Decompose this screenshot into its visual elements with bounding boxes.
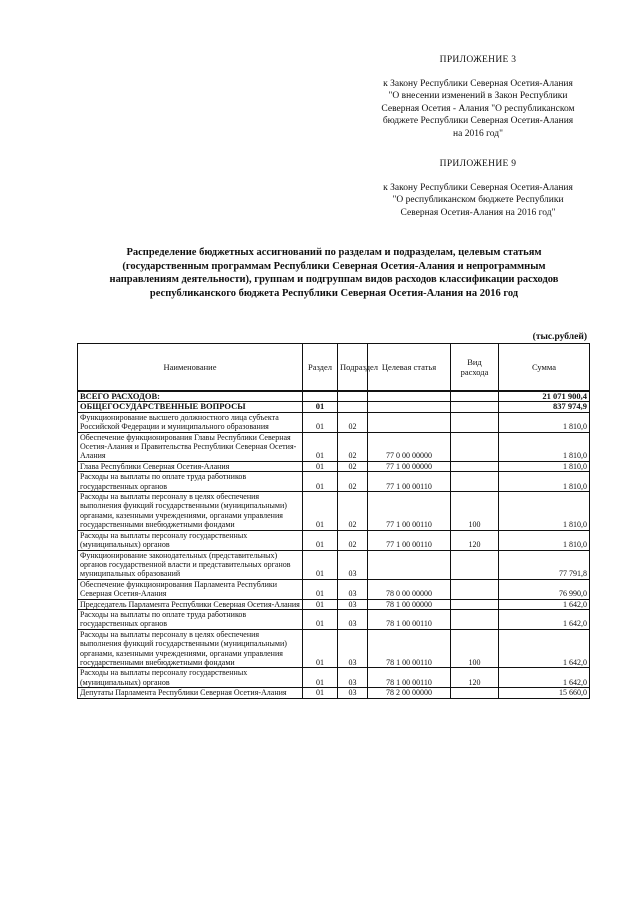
row-section-cell: 01 [303,550,338,579]
row-name-cell: Функционирование законодательных (представительных) органов государственной власти и представительных органов муниципальных образований [78,550,303,579]
row-name-cell: Расходы на выплаты персоналу в целях обеспечения выполнения функций государственными (муниципальными) органами, казенными учреждениями, органами управления государственными внебюджетными фондами [78,492,303,531]
row-target-cell [368,550,451,579]
row-target-cell: 78 1 00 00110 [368,629,451,668]
row-name-cell: Обеспечение функционирования Главы Республики Северная Осетия-Алания и Правительства Республики Северная Осетия-Алания [78,432,303,461]
row-target-cell: 77 1 00 00110 [368,472,451,492]
row-type-cell [451,688,499,698]
document-title [92,246,576,300]
row-target-cell: 78 1 00 00110 [368,609,451,629]
row-type-cell [451,609,499,629]
row-target-cell: 78 1 00 00110 [368,668,451,688]
row-target-cell [368,402,451,412]
row-name-cell: Председатель Парламента Республики Северная Осетия-Алания [78,599,303,609]
table-row [78,579,590,599]
row-subsection-cell: 03 [338,609,368,629]
row-sum-cell: 1 642,0 [499,599,590,609]
row-name-cell: Расходы на выплаты персоналу государственных (муниципальных) органов [78,668,303,688]
row-section-cell: 01 [303,579,338,599]
row-type-cell [451,599,499,609]
row-sum-cell: 77 791,8 [499,550,590,579]
appendix-3-line: Северная Осетия - Алания "О республиканском [381,103,575,114]
table-row [78,629,590,668]
row-type-cell [451,402,499,412]
row-type-cell: 120 [451,530,499,550]
row-target-cell [368,391,451,402]
row-subsection-cell: 03 [338,629,368,668]
row-section-cell: 01 [303,688,338,698]
row-name-cell: Расходы на выплаты персоналу государственных (муниципальных) органов [78,530,303,550]
table-row [78,599,590,609]
table-row [78,432,590,461]
row-type-cell: 120 [451,668,499,688]
row-subsection-cell: 03 [338,579,368,599]
row-name-cell: Обеспечение функционирования Парламента Республики Северная Осетия-Алания [78,579,303,599]
appendix-9-line: Северная Осетия-Алания на 2016 год" [400,207,556,218]
row-subsection-cell: 03 [338,550,368,579]
row-target-cell: 77 0 00 00000 [368,432,451,461]
header-sum: Сумма [499,344,590,392]
header-name: Наименование [78,344,303,392]
row-target-cell: 78 0 00 00000 [368,579,451,599]
row-type-cell [451,461,499,471]
row-section-cell: 01 [303,629,338,668]
table-row [78,472,590,492]
table-row [78,668,590,688]
appendix-9-line: "О республиканском бюджете Республики [392,195,564,205]
row-name-cell: Расходы на выплаты персоналу в целях обеспечения выполнения функций государственными (муниципальными) органами, казенными учреждениями, органами управления государственными внебюджетными фондами [78,629,303,668]
row-target-cell [368,412,451,432]
appendix-3-line: на 2016 год" [453,128,503,139]
row-type-cell [451,432,499,461]
appendix-3-line: "О внесении изменений в Закон Республики [388,91,568,101]
appendix-3-title: ПРИЛОЖЕНИЕ 3 [439,55,517,65]
row-type-cell: 100 [451,492,499,531]
row-sum-cell: 1 810,0 [499,492,590,531]
row-section-cell: 01 [303,402,338,412]
table-row [78,609,590,629]
header-type: Вид расхода [451,344,499,392]
row-sum-cell: 1 642,0 [499,668,590,688]
row-subsection-cell: 02 [338,432,368,461]
table-row [78,461,590,471]
row-target-cell: 77 1 00 00110 [368,530,451,550]
row-type-cell [451,412,499,432]
row-sum-cell: 1 810,0 [499,461,590,471]
row-subsection-cell: 02 [338,412,368,432]
row-sum-cell: 15 660,0 [499,688,590,698]
row-section-cell: 01 [303,668,338,688]
row-subsection-cell: 03 [338,688,368,698]
row-subsection-cell: 02 [338,530,368,550]
table-header-row [78,344,590,392]
row-subsection-cell: 02 [338,461,368,471]
row-section-cell: 01 [303,599,338,609]
row-target-cell: 77 1 00 00000 [368,461,451,471]
row-sum-cell: 1 810,0 [499,530,590,550]
row-target-cell: 78 2 00 00000 [368,688,451,698]
row-name-cell: ВСЕГО РАСХОДОВ: [78,391,303,402]
row-subsection-cell: 03 [338,599,368,609]
row-sum-cell: 1 642,0 [499,629,590,668]
row-section-cell: 01 [303,461,338,471]
table-row [78,688,590,698]
appendix-3-line: к Закону Республики Северная Осетия-Алания [383,78,573,89]
appendix-9-line: к Закону Республики Северная Осетия-Алания [383,182,573,193]
row-type-cell: 100 [451,629,499,668]
row-subsection-cell: 02 [338,472,368,492]
row-type-cell [451,550,499,579]
row-subsection-cell: 02 [338,492,368,531]
row-type-cell [451,391,499,402]
header-target: Целевая статья [368,344,451,392]
row-target-cell: 78 1 00 00000 [368,599,451,609]
appendix-9-header [368,158,588,219]
document-title-line: Распределение бюджетных ассигнований по разделам и подразделам, целевым статьям [126,247,542,258]
header-subsection: Подраздел [338,344,368,392]
row-sum-cell: 21 071 900,4 [499,391,590,402]
row-section-cell: 01 [303,412,338,432]
row-name-cell: Функционирование высшего должностного лица субъекта Российской Федерации и муниципального образования [78,412,303,432]
table-body [78,391,590,698]
row-sum-cell: 1 810,0 [499,472,590,492]
row-name-cell: Расходы на выплаты по оплате труда работников государственных органов [78,472,303,492]
row-sum-cell: 76 990,0 [499,579,590,599]
row-type-cell [451,472,499,492]
row-section-cell: 01 [303,609,338,629]
row-name-cell: Депутаты Парламента Республики Северная Осетия-Алания [78,688,303,698]
row-section-cell: 01 [303,492,338,531]
appendix-9-title: ПРИЛОЖЕНИЕ 9 [439,159,517,169]
table-row [78,402,590,412]
budget-table [77,343,590,699]
row-type-cell [451,579,499,599]
row-sum-cell: 837 974,9 [499,402,590,412]
table-row [78,530,590,550]
row-section-cell: 01 [303,472,338,492]
table-row [78,550,590,579]
row-name-cell: ОБЩЕГОСУДАРСТВЕННЫЕ ВОПРОСЫ [78,402,303,412]
row-sum-cell: 1 810,0 [499,412,590,432]
table-row [78,412,590,432]
table-row [78,391,590,402]
row-subsection-cell [338,391,368,402]
row-subsection-cell [338,402,368,412]
row-target-cell: 77 1 00 00110 [368,492,451,531]
row-sum-cell: 1 810,0 [499,432,590,461]
row-subsection-cell: 03 [338,668,368,688]
appendix-3-line: бюджете Республики Северная Осетия-Алания [382,116,574,126]
document-title-line: республиканского бюджета Республики Северная Осетия-Алания на 2016 год [149,287,519,299]
document-title-line: направлениям деятельности), группам и подгруппам видов расходов классификации расходов [109,274,559,286]
row-section-cell: 01 [303,530,338,550]
row-section-cell: 01 [303,432,338,461]
table-row [78,492,590,531]
row-sum-cell: 1 642,0 [499,609,590,629]
document-title-line: (государственным программам Республики Северная Осетия-Алания и непрограммным [122,260,546,272]
appendix-3-header [368,54,588,140]
row-name-cell: Расходы на выплаты по оплате труда работников государственных органов [78,609,303,629]
row-section-cell [303,391,338,402]
header-section: Раздел [303,344,338,392]
units-label: (тыс.рублей) [532,332,587,342]
row-name-cell: Глава Республики Северная Осетия-Алания [78,461,303,471]
